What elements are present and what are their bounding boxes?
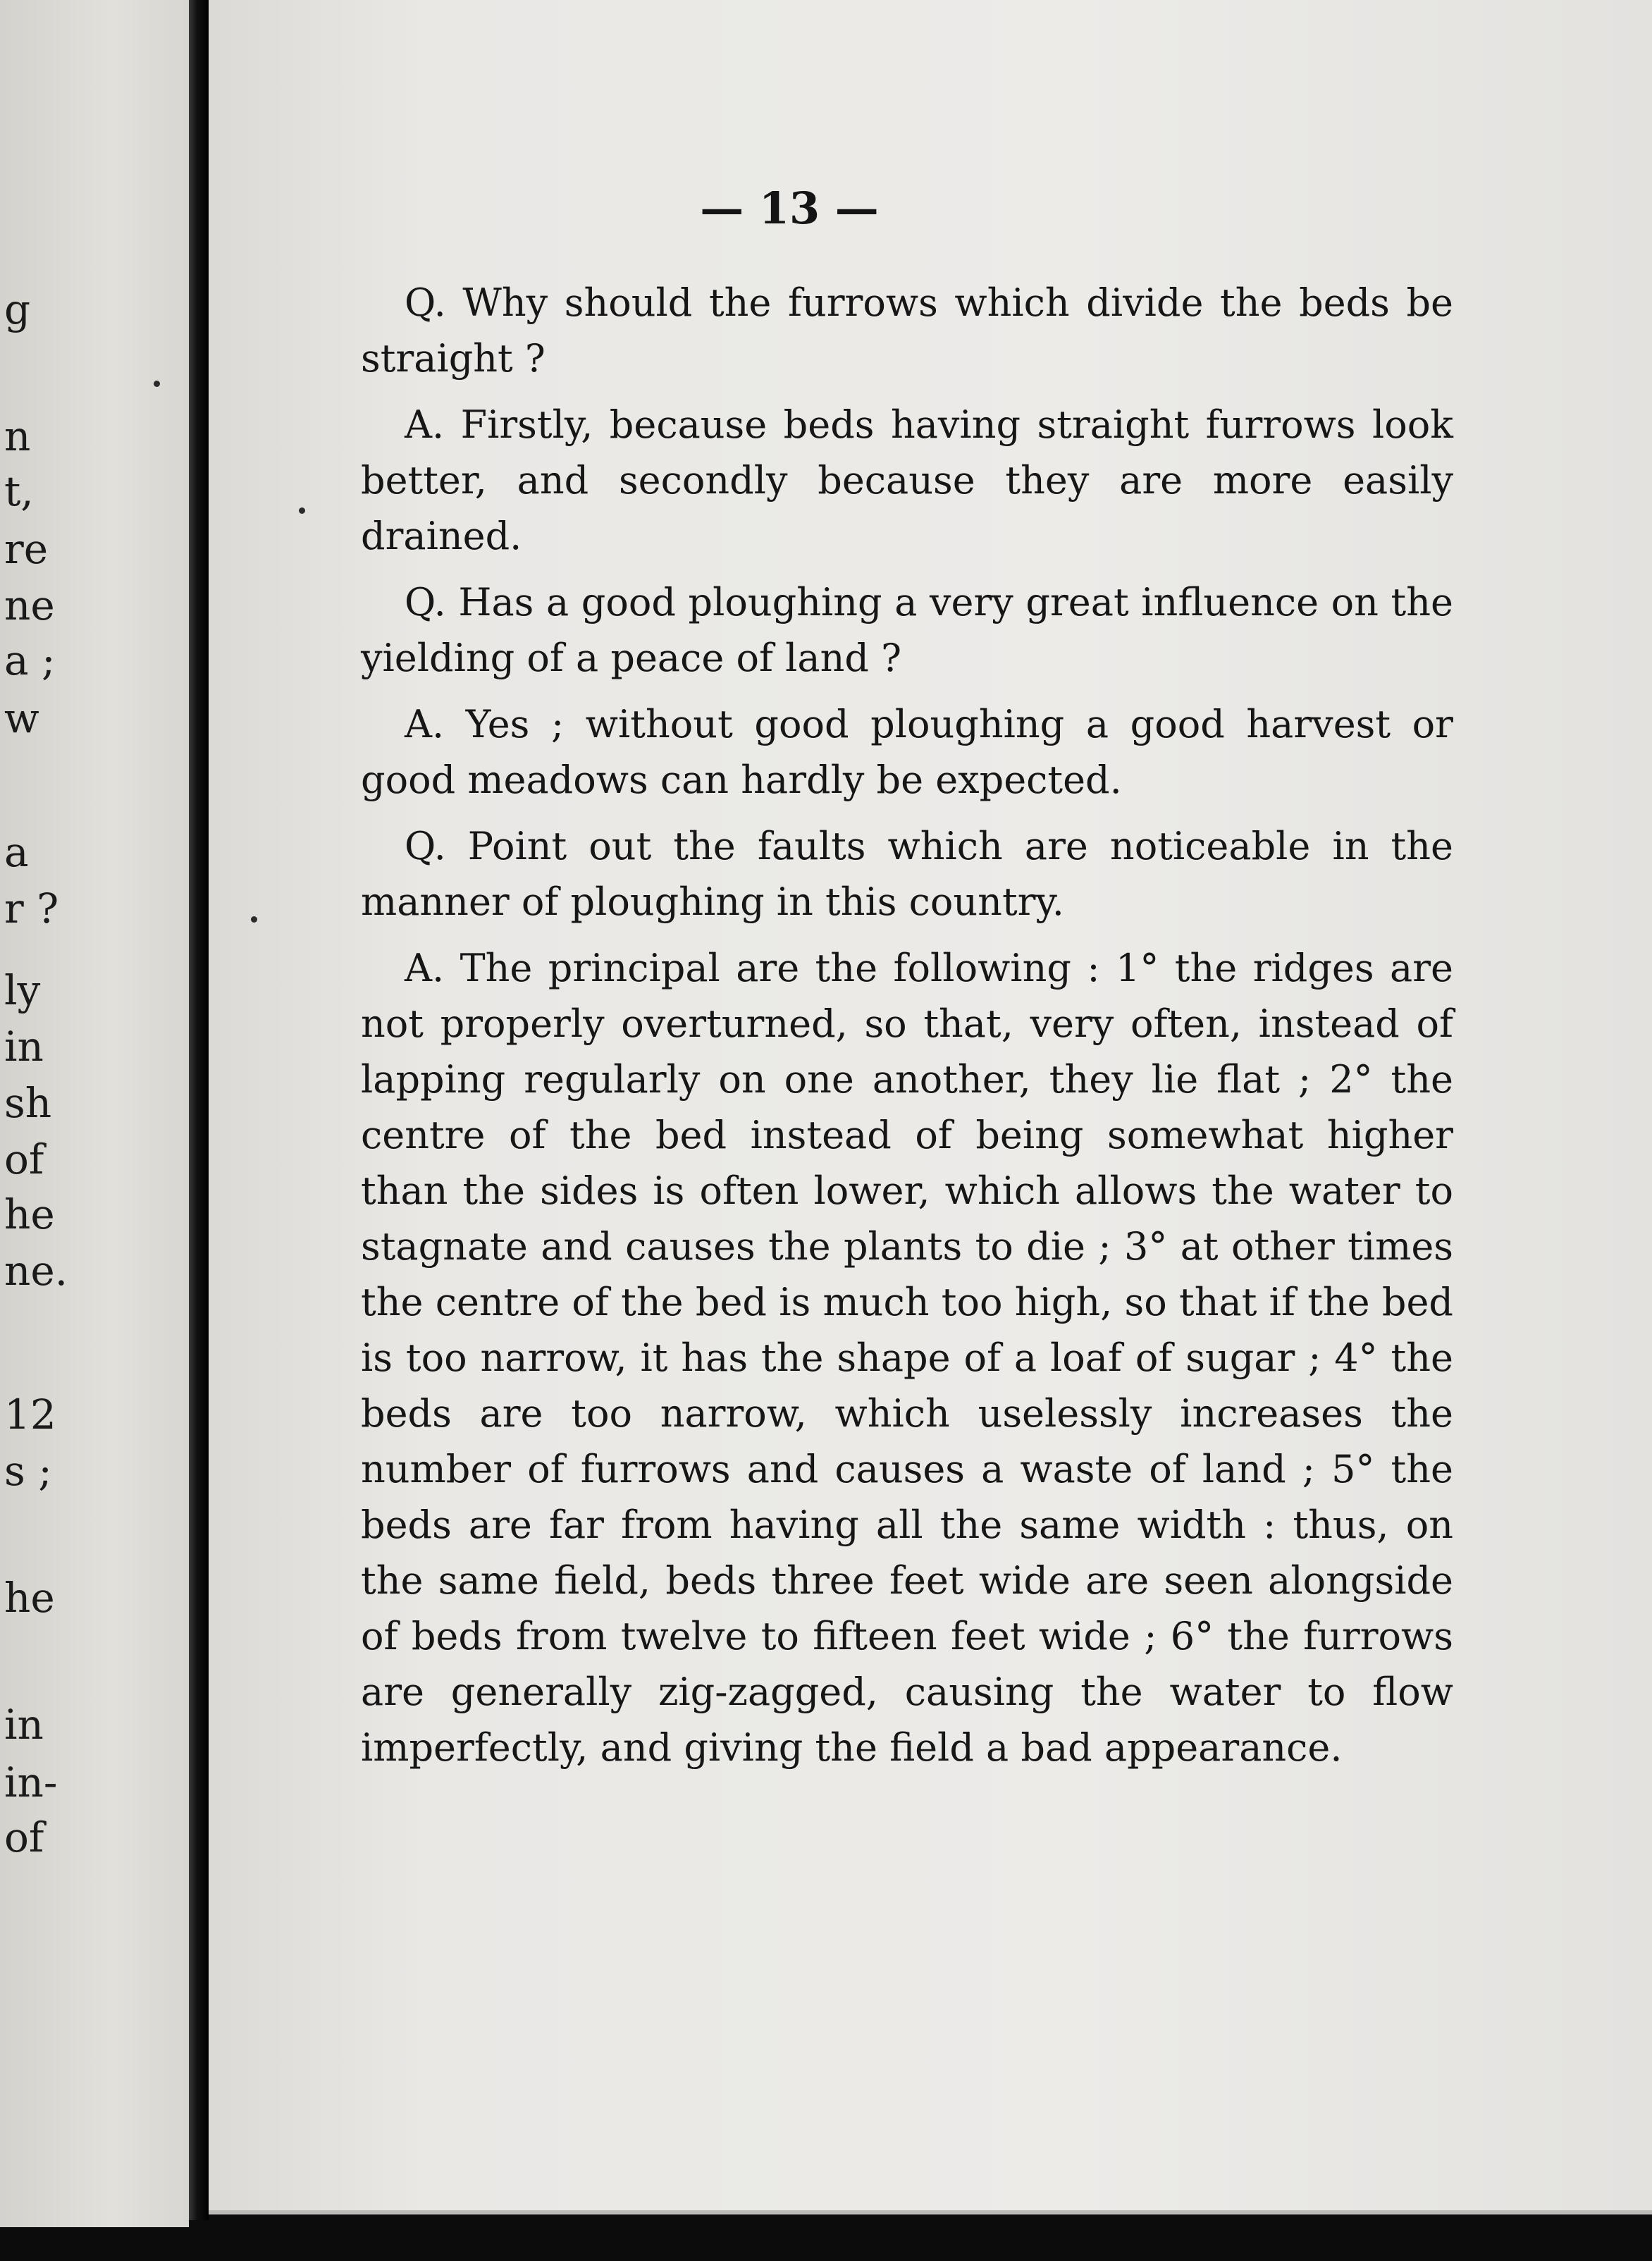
body-text	[361, 275, 1453, 1786]
facing-page-fragment: in	[4, 1023, 44, 1071]
answer-paragraph: A. Yes ; without good ploughing a good harvest or good meadows can hardly be expected.	[361, 702, 1453, 802]
answer-paragraph: A. Firstly, because beds having straight furrows look better, and secondly because they are more easily drained.	[361, 402, 1453, 558]
facing-page-fragment: ne	[4, 581, 55, 629]
facing-page-fragment: ne.	[4, 1247, 68, 1295]
question-paragraph: Q. Why should the furrows which divide the beds be straight ?	[361, 281, 1453, 381]
facing-page-fragment: w	[4, 694, 39, 742]
facing-page-fragment: he	[4, 1190, 55, 1238]
facing-page-fragment: in-	[4, 1758, 58, 1806]
facing-page-fragment: in	[4, 1701, 44, 1749]
facing-page-fragment: a ;	[4, 636, 56, 684]
facing-page-fragment: a	[4, 828, 29, 876]
ink-speck	[154, 381, 160, 387]
facing-page-fragment: 12	[4, 1391, 56, 1438]
book-gutter	[189, 0, 209, 2220]
facing-page-fragment: ly	[4, 966, 41, 1014]
facing-page-fragment: sh	[4, 1079, 52, 1127]
answer-paragraph: A. The principal are the following : 1° the ridges are not properly overturned, so that, very often, instead of lapping regularly on one another, they lie flat ; 2° the centre of the bed instead of being somewhat higher than the sides is often lower, which allows the water to stagnate and causes the plants to die ; 3° at other times the centre of the bed is much too high, so that if the bed is too narrow, it has the shape of a loaf of sugar ; 4° the beds are too narrow, which uselessly increases the number of furrows and causes a waste of land ; 5° the beds are far from having all the same width : thus, on the same field, beds three feet wide are seen alongside of beds from twelve to fifteen feet wide ; 6° the furrows are generally zig-zagged, causing the water to flow imperfectly, and giving the field a bad appearance.	[361, 946, 1453, 1770]
facing-page-fragment: t,	[4, 467, 34, 515]
ink-speck	[251, 916, 257, 923]
facing-page-edge	[0, 0, 189, 2227]
facing-page-fragment: s ;	[4, 1447, 52, 1495]
facing-page-fragment: he	[4, 1574, 55, 1622]
facing-page-fragment: of	[4, 1813, 44, 1861]
question-paragraph: Q. Point out the faults which are noticeable in the manner of ploughing in this country.	[361, 824, 1453, 924]
facing-page-fragment: r ?	[4, 885, 59, 932]
ink-speck	[299, 507, 305, 514]
facing-page-fragment: re	[4, 525, 49, 573]
question-paragraph: Q. Has a good ploughing a very great influence on the yielding of a peace of land ?	[361, 580, 1453, 680]
facing-page-fragment: of	[4, 1135, 44, 1183]
page-number: — 13 —	[700, 183, 879, 234]
facing-page-fragment: g	[4, 285, 31, 333]
facing-page-fragment: n	[4, 412, 31, 460]
